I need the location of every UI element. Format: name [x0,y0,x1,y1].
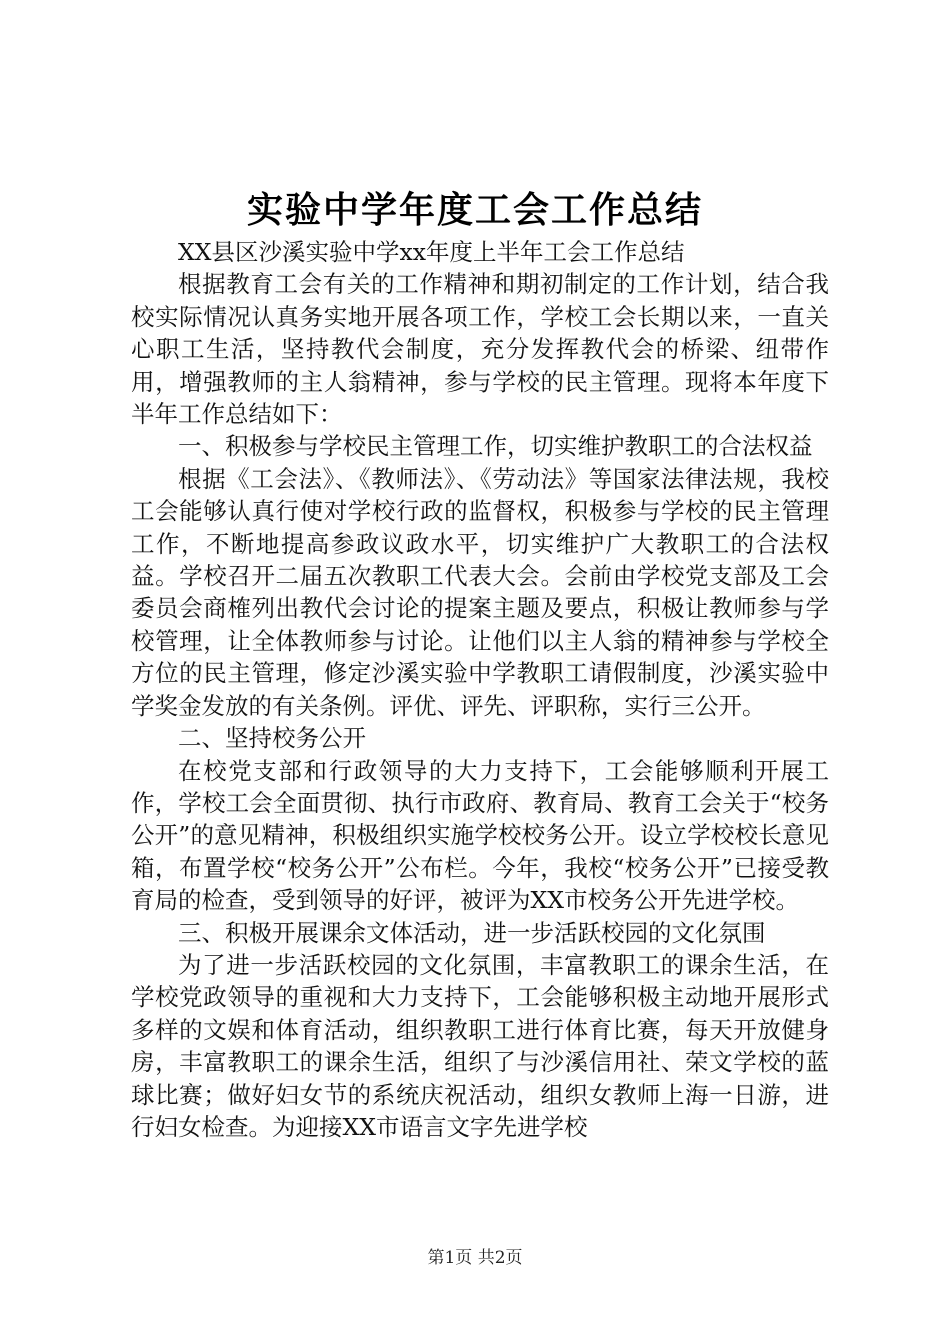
section-2-paragraph: 在校党支部和行政领导的大力支持下，工会能够顺利开展工作，学校工会全面贯彻、执行市政府、教育局、教育工会关于“校务公开”的意见精神，积极组织实施学校校务公开。设立学校校长意见箱，布置学校“校务公开”公布栏。今年，我校“校务公开”已接受教育局的检查，受到领导的好评，被评为XX市校务公开先进学校。 [131,756,829,915]
page-footer: 第1页 共2页 [427,1248,523,1268]
subtitle-paragraph: XX县区沙溪实验中学xx年度上半年工会工作总结 [178,238,685,266]
document-body [131,236,829,1143]
document-title: 实验中学年度工会工作总结 [246,189,703,231]
section-heading-3: 三、积极开展课余文体活动，进一步活跃校园的文化氛围 [178,918,766,947]
section-heading-1: 一、积极参与学校民主管理工作，切实维护教职工的合法权益 [178,432,813,461]
section-1-paragraph: 根据《工会法》、《教师法》、《劳动法》等国家法律法规，我校工会能够认真行使对学校行政的监督权，积极参与学校的民主管理工作，不断地提高参政议政水平，切实维护广大教职工的合法权益。学校召开二届五次教职工代表大会。会前由学校党支部及工会委员会商榷列出教代会讨论的提案主题及要点，积极让教师参与学校管理，让全体教师参与讨论。让他们以主人翁的精神参与学校全方位的民主管理，修定沙溪实验中学教职工请假制度，沙溪实验中学奖金发放的有关条例。评优、评先、评职称，实行三公开。 [131,464,829,720]
intro-paragraph: 根据教育工会有关的工作精神和期初制定的工作计划，结合我校实际情况认真务实地开展各项工作，学校工会长期以来，一直关心职工生活，坚持教代会制度，充分发挥教代会的桥梁、纽带作用，增强教师的主人翁精神，参与学校的民主管理。现将本年度下半年工作总结如下： [131,270,829,429]
section-heading-2: 二、坚持校务公开 [178,724,366,753]
section-3-paragraph: 为了进一步活跃校园的文化氛围，丰富教职工的课余生活，在学校党政领导的重视和大力支持下，工会能够积极主动地开展形式多样的文娱和体育活动，组织教职工进行体育比赛，每天开放健身房，丰富教职工的课余生活，组织了与沙溪信用社、荣文学校的蓝球比赛；做好妇女节的系统庆祝活动，组织女教师上海一日游，进行妇女检查。为迎接XX市语言文字先进学校 [131,950,829,1141]
